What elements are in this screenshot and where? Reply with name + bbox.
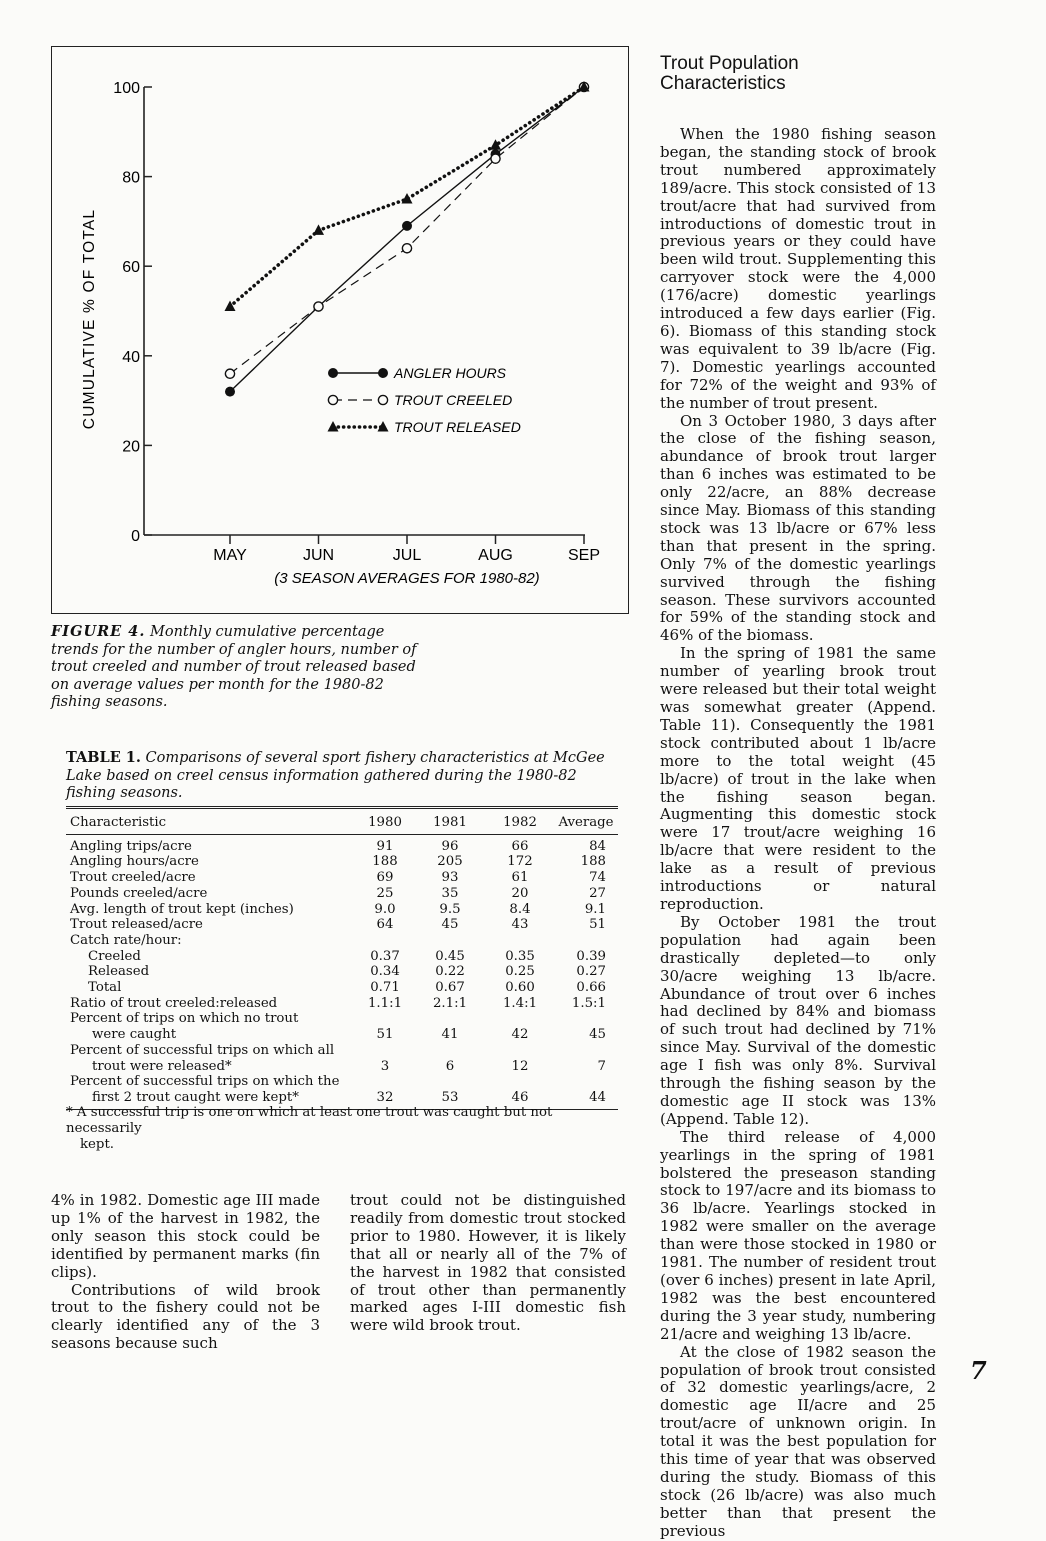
y-axis-label: CUMULATIVE % OF TOTAL: [81, 208, 98, 430]
row-label-text: Percent of successful trips on which all: [70, 1042, 335, 1058]
table-cell: [554, 933, 618, 949]
footnote-line-2: kept.: [80, 1137, 115, 1152]
table-row: [66, 886, 618, 902]
table-cell: 35: [441, 885, 459, 901]
row-label-text-cont: first 2 trout caught were kept*: [92, 1089, 299, 1105]
row-label: [66, 1011, 356, 1042]
table-cell: 188: [580, 854, 606, 870]
table-cell: 46: [511, 1089, 529, 1105]
table-cell: 7: [597, 1058, 606, 1074]
figure-caption: [51, 623, 431, 712]
data-point: [402, 193, 413, 204]
table-cell: [414, 933, 486, 949]
table-cell: 96: [441, 838, 459, 854]
row-label-text: Pounds creeled/acre: [70, 885, 208, 901]
row-label: [66, 870, 356, 886]
table-cell: [486, 933, 554, 949]
paragraph: When the 1980 fishing season began, the standing stock of brook trout numbered approximately 189/acre. This stock consisted of 13 trout/acre that had survived from introductions of domestic trout in previous years or they could have been wild trout. Supplementing this carryover stock were the 4,000 (176/acre) domestic yearlings introduced a few days earlier (Fig. 6). Biomass of this standing stock was equivalent to 39 lb/acre (Fig. 7). Domestic yearlings accounted for 72% of the weight and 93% of the number of trout present.: [660, 125, 936, 412]
row-label: [66, 980, 356, 996]
table-title-label: TABLE 1.: [66, 749, 141, 766]
table-header: Average: [554, 808, 618, 835]
table-cell: 9.0: [374, 901, 396, 917]
table-cell: 41: [441, 1027, 459, 1043]
y-tick-label: 40: [122, 348, 140, 366]
table-cell: 64: [376, 917, 394, 933]
table-cell: 0.67: [435, 980, 465, 996]
table-cell: 3: [380, 1058, 390, 1074]
table-cell: 0.22: [435, 964, 465, 980]
figure-4-box: [51, 46, 629, 614]
y-tick-label: 80: [122, 169, 140, 187]
table-cell: 12: [511, 1058, 529, 1074]
table-cell: 61: [511, 870, 529, 886]
table-row: [66, 834, 618, 854]
table-cell: 0.25: [505, 964, 535, 980]
legend-label: TROUT CREELED: [394, 392, 513, 408]
footnote-line-1: * A successful trip is one on which at least one trout was caught but not necessarily: [66, 1105, 553, 1136]
data-point: [378, 395, 387, 404]
table-title-text: Comparisons of several sport fishery characteristics at McGee Lake based on creel census information gathered during the 1980-82 fishing seasons.: [66, 750, 605, 801]
legend-label: ANGLER HOURS: [394, 365, 507, 381]
table-cell: 20: [511, 885, 529, 901]
table-row: [66, 964, 618, 980]
series-line: [230, 87, 584, 392]
data-point: [225, 387, 235, 397]
table-footnote: [66, 1105, 616, 1153]
row-label: [66, 886, 356, 902]
table-cell: 0.71: [370, 980, 400, 996]
data-point: [328, 368, 338, 378]
table-cell: 6: [445, 1058, 455, 1074]
data-point: [378, 368, 388, 378]
row-label: [66, 949, 356, 965]
table-cell: 9.1: [584, 901, 606, 917]
table-row: [66, 996, 618, 1012]
x-axis-label: (3 SEASON AVERAGES FOR 1980-82): [274, 570, 540, 587]
row-label-text: Total: [88, 980, 122, 996]
row-label-text: Angling hours/acre: [70, 854, 199, 870]
table-cell: 205: [437, 854, 463, 870]
paragraph: By October 1981 the trout population had again been drastically depleted—to only 30/acre weighing 13 lb/acre. Abundance of trout over 6 inches had declined by 84% and biomass of such trout had declined by 71% since May. Survival of the domestic age I fish was only 8%. Survival through the fishing season by the domestic age II stock was 13% (Append. Table 12).: [660, 912, 936, 1128]
table-row: [66, 870, 618, 886]
y-tick-label: 20: [122, 438, 140, 456]
table-row: [66, 980, 618, 996]
table-row: [66, 1074, 618, 1109]
y-tick-label: 0: [131, 528, 140, 545]
y-tick-label: 100: [113, 80, 140, 97]
row-label-text: Creeled: [88, 948, 141, 964]
table-cell: 0.45: [435, 948, 465, 964]
x-tick-label: JUL: [392, 547, 422, 564]
row-label: [66, 1074, 356, 1109]
table-title: [66, 749, 626, 803]
table-header-row: [66, 808, 618, 835]
row-label: [66, 902, 356, 918]
x-tick-label: AUG: [478, 547, 513, 564]
table-cell: 0.34: [370, 964, 400, 980]
table-cell: 0.35: [505, 948, 535, 964]
table-cell: 93: [441, 870, 459, 886]
table-cell: 8.4: [509, 901, 531, 917]
legend-label: TROUT RELEASED: [394, 419, 521, 435]
bottom-middle-column: [350, 1192, 626, 1335]
table-cell: 9.5: [439, 901, 461, 917]
table-cell: 0.27: [576, 964, 606, 980]
row-label-text: Released: [88, 964, 150, 980]
row-label: [66, 933, 356, 949]
data-point: [225, 369, 234, 378]
sport-fishery-table: [66, 806, 618, 1110]
cumulative-line-chart: [52, 47, 628, 613]
figure-caption-label: FIGURE 4.: [51, 623, 146, 640]
paragraph: trout could not be distinguished readily from domestic trout stocked prior to 1980. However, it is likely that all or nearly all of the 7% of the harvest in 1982 that consisted of trout other than permanently marked ages I-III domestic fish were wild brook trout.: [350, 1191, 626, 1335]
table-cell: 53: [441, 1089, 459, 1105]
row-label-text: Trout creeled/acre: [70, 870, 196, 886]
row-label-text: Angling trips/acre: [70, 838, 192, 854]
table-header: 1982: [486, 808, 554, 835]
data-point: [491, 154, 500, 163]
table-cell: 51: [589, 917, 606, 933]
row-label-text-cont: trout were released*: [92, 1058, 232, 1074]
row-label: [66, 854, 356, 870]
row-label: [66, 996, 356, 1012]
data-point: [402, 221, 412, 231]
table-cell: 172: [507, 854, 533, 870]
paragraph: At the close of 1982 season the population of brook trout consisted of 32 domestic yearlings/acre, 2 domestic age II/acre and 25 trout/acre of unknown origin. In total it was the best population for this time of year that was observed during the study. Biomass of this stock (26 lb/acre) was also much better than that present the previous: [660, 1342, 936, 1540]
table-cell: 69: [376, 870, 394, 886]
table-cell: 42: [511, 1027, 529, 1043]
paragraph: Contributions of wild brook trout to the fishery could not be clearly identified any of the 3 seasons because such: [51, 1280, 320, 1353]
table-cell: 51: [376, 1027, 394, 1043]
table-cell: 84: [589, 838, 606, 854]
table-cell: 74: [589, 870, 606, 886]
row-label: [66, 917, 356, 933]
row-label-text: Percent of successful trips on which the: [70, 1074, 340, 1090]
figure-caption-text: Monthly cumulative percentage trends for the number of angler hours, number of trout creeled and number of trout released based on average values per month for the 1980-82 fishing seasons.: [51, 624, 417, 710]
row-label: [66, 964, 356, 980]
table-cell: 1.1:1: [367, 995, 403, 1011]
table-cell: 188: [372, 854, 398, 870]
table-row: [66, 917, 618, 933]
x-tick-label: MAY: [213, 547, 247, 564]
table-row: [66, 933, 618, 949]
row-label: [66, 834, 356, 854]
table-row: [66, 854, 618, 870]
table-cell: 91: [376, 838, 394, 854]
row-label-text: Trout released/acre: [70, 917, 203, 933]
table-cell: 2.1:1: [432, 995, 468, 1011]
table-cell: 43: [511, 917, 529, 933]
bottom-left-column: [51, 1192, 320, 1353]
row-label: [66, 1043, 356, 1074]
table-row: [66, 1043, 618, 1074]
right-column: [660, 126, 936, 1541]
row-label-text: Ratio of trout creeled:released: [70, 995, 278, 1011]
paragraph: On 3 October 1980, 3 days after the close of the fishing season, abundance of brook trout larger than 6 inches was estimated to be only 22/acre, an 88% decrease since May. Biomass of this standing stock was 13 lb/acre or 67% less than that present in the spring. Only 7% of the domestic yearlings survived through the fishing season. These survivors accounted for 59% of the standing stock and 46% of the biomass.: [660, 411, 936, 645]
page-number: 7: [970, 1356, 987, 1385]
table-row: [66, 902, 618, 918]
table-row: [66, 1011, 618, 1042]
table-cell: 45: [441, 917, 459, 933]
table-cell: 27: [589, 885, 606, 901]
x-tick-label: JUN: [302, 547, 335, 564]
table-cell: 1.5:1: [571, 995, 606, 1011]
paragraph: In the spring of 1981 the same number of yearling brook trout were released but their total weight was somewhat greater (Append. Table 11). Consequently the 1981 stock contributed about 1 lb/acre more to the total weight (45 lb/acre) of trout in the lake when the fishing season began. Augmenting this domestic stock were 17 trout/acre weighing 16 lb/acre that were resident to the lake as a result of previous introductions or natural reproduction.: [660, 644, 936, 913]
table-header: 1980: [356, 808, 414, 835]
table-cell: 0.60: [505, 980, 535, 996]
data-point: [314, 302, 323, 311]
table-cell: 0.66: [576, 980, 606, 996]
table-cell: 66: [511, 838, 529, 854]
paragraph: The third release of 4,000 yearlings in the spring of 1981 bolstered the preseason standing stock to 197/acre and its biomass to 36 lb/acre. Yearlings stocked in 1982 were smaller on the average than were those stocked in 1980 or 1981. The number of resident trout (over 6 inches) present in late April, 1982 was the best encountered during the 3 year study, numbering 21/acre and weighing 13 lb/acre.: [660, 1127, 936, 1343]
paragraph: 4% in 1982. Domestic age III made up 1% of the harvest in 1982, the only season this stock could be identified by permanent marks (fin clips).: [51, 1191, 320, 1281]
table-header: Characteristic: [66, 808, 356, 835]
table-cell: 32: [376, 1089, 394, 1105]
data-point: [328, 395, 337, 404]
x-tick-label: SEP: [567, 547, 601, 564]
row-label-text: Catch rate/hour:: [70, 932, 182, 948]
table-cell: 44: [589, 1089, 606, 1105]
table-cell: 45: [589, 1027, 606, 1043]
table-cell: [356, 933, 414, 949]
row-label-text: Avg. length of trout kept (inches): [70, 901, 294, 917]
data-point: [402, 244, 411, 253]
section-heading: Trout Population Characteristics: [660, 53, 799, 94]
table-cell: 0.37: [370, 948, 400, 964]
y-tick-label: 60: [122, 259, 140, 277]
table-row: [66, 949, 618, 965]
row-label-text-cont: were caught: [92, 1027, 177, 1043]
table-header: 1981: [414, 808, 486, 835]
row-label-text: Percent of trips on which no trout: [70, 1011, 299, 1027]
table-cell: 25: [376, 885, 394, 901]
table-cell: 1.4:1: [502, 995, 538, 1011]
table-cell: 0.39: [576, 948, 606, 964]
